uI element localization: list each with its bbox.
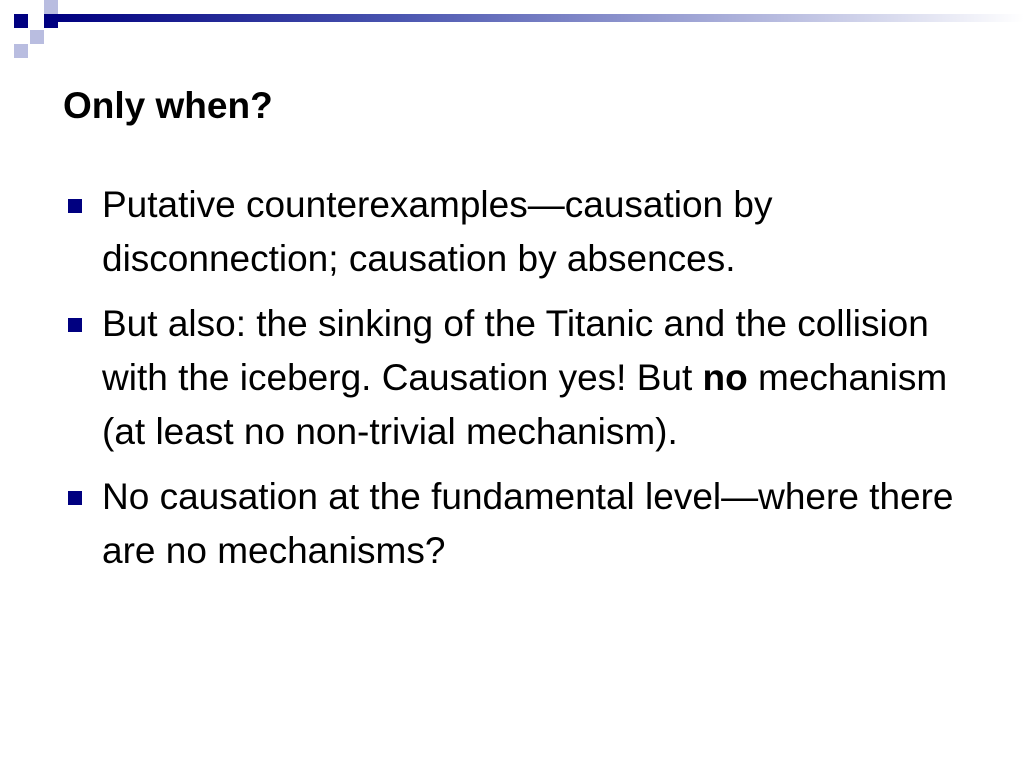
header-gradient-bar: [58, 14, 1024, 22]
square-bullet-icon: [68, 318, 82, 332]
bullet-item: [60, 297, 960, 459]
bullet-item: [60, 470, 960, 578]
bullet-text-end: mechanism (at least no non-trivial mechanism).: [102, 357, 948, 452]
slide-title: Only when?: [63, 85, 273, 126]
decor-square: [44, 0, 58, 14]
square-bullet-icon: [68, 199, 82, 213]
decor-square: [30, 30, 44, 44]
bullet-emphasis: no: [702, 357, 748, 398]
square-bullet-icon: [68, 491, 82, 505]
decor-square: [14, 14, 28, 28]
bullet-text-start: But also: the sinking of the Titanic and the collision with the iceberg. Causation yes! But: [102, 303, 929, 398]
decor-square: [14, 44, 28, 58]
bullet-text: No causation at the fundamental level—where there are no mechanisms?: [102, 476, 954, 571]
corner-decoration: [0, 0, 90, 60]
bullet-item: [60, 178, 960, 286]
bullet-list: [60, 178, 960, 589]
bullet-text: Putative counterexamples—causation by disconnection; causation by absences.: [102, 184, 773, 279]
decor-square: [44, 14, 58, 28]
